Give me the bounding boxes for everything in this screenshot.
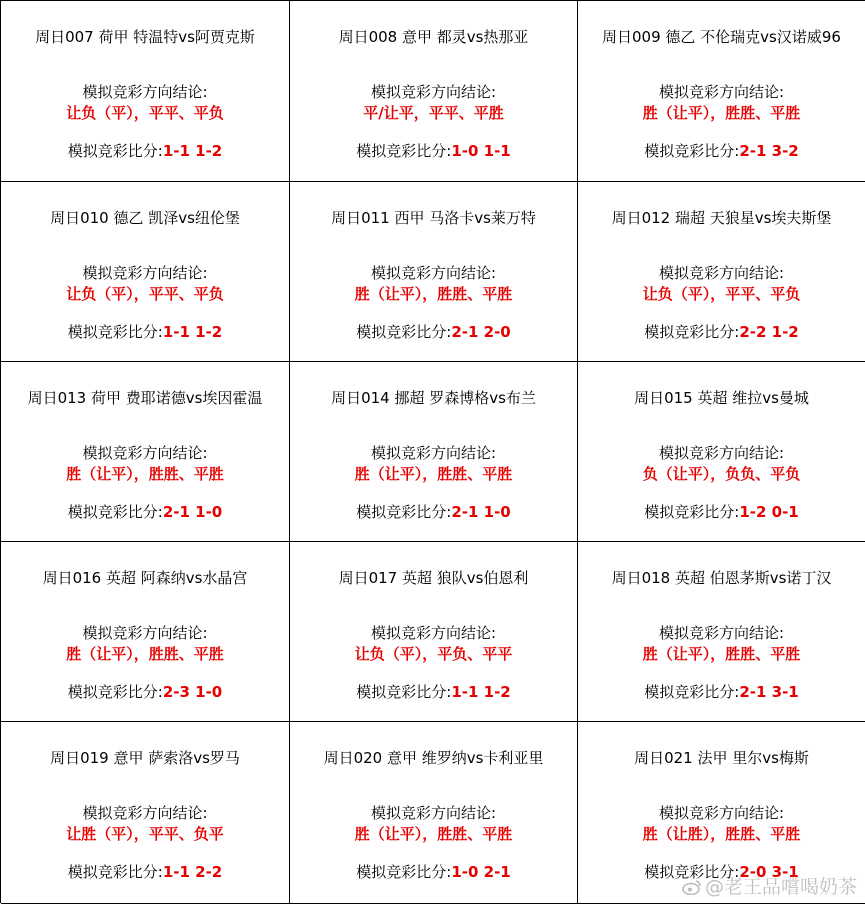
score-label: 模拟竞彩比分:: [644, 863, 740, 881]
score-value: 1-2 0-1: [739, 503, 799, 521]
watermark: [682, 872, 857, 899]
direction-value: 胜（让平），胜胜、平胜: [642, 104, 801, 122]
score-label: 模拟竞彩比分:: [356, 683, 452, 701]
score-value: 1-1 1-2: [162, 323, 223, 341]
score-label: 模拟竞彩比分:: [644, 142, 740, 160]
match-card: [578, 542, 865, 722]
score-label: 模拟竞彩比分:: [67, 863, 163, 881]
direction-label: 模拟竞彩方向结论:: [658, 804, 785, 822]
direction-value: 让负（平），平平、平负: [66, 104, 224, 122]
direction-value: 让负（平），平负、平平: [354, 645, 513, 663]
score-line: [290, 681, 577, 702]
score-label: 模拟竞彩比分:: [356, 863, 452, 881]
direction-value: 胜（让平），胜胜、平胜: [354, 285, 513, 303]
direction-value: 胜（让平），胜胜、平胜: [642, 645, 801, 663]
score-label: 模拟竞彩比分:: [356, 142, 452, 160]
match-card: [290, 542, 578, 722]
direction-value: 胜（让平），胜胜、平胜: [66, 645, 224, 663]
score-line: [290, 321, 577, 342]
score-value: 1-0 1-1: [451, 142, 511, 160]
match-card: [290, 362, 578, 542]
match-card: [578, 1, 865, 182]
score-value: 1-0 2-1: [451, 863, 511, 881]
match-title: 周日019 意甲 萨索洛vs罗马: [50, 749, 240, 767]
score-value: 2-2 1-2: [739, 323, 799, 341]
direction-label: 模拟竞彩方向结论:: [82, 624, 208, 642]
direction-label: 模拟竞彩方向结论:: [658, 264, 785, 282]
match-title: 周日014 挪超 罗森博格vs布兰: [331, 389, 536, 407]
direction-value: 胜（让平），胜胜、平胜: [354, 465, 513, 483]
score-value: 2-1 3-2: [739, 142, 799, 160]
direction-label: 模拟竞彩方向结论:: [370, 264, 497, 282]
direction-value: 胜（让胜），胜胜、平胜: [642, 825, 801, 843]
watermark-text: @老王品嚐喝奶茶: [704, 876, 857, 898]
score-line: [290, 501, 577, 522]
direction-value: 让负（平），平平、平负: [642, 285, 801, 303]
match-title: 周日010 德乙 凯泽vs纽伦堡: [50, 209, 240, 227]
match-title: 周日013 荷甲 费耶诺德vs埃因霍温: [27, 389, 263, 407]
score-label: 模拟竞彩比分:: [67, 323, 163, 341]
match-card: [1, 362, 290, 542]
direction-label: 模拟竞彩方向结论:: [82, 444, 208, 462]
weibo-logo-icon: [682, 878, 702, 894]
score-label: 模拟竞彩比分:: [644, 323, 740, 341]
score-line: [578, 140, 865, 161]
score-line: [290, 140, 577, 161]
direction-label: 模拟竞彩方向结论:: [658, 83, 785, 101]
score-label: 模拟竞彩比分:: [644, 503, 740, 521]
score-line: [1, 681, 289, 702]
match-card: [1, 722, 290, 904]
match-title: 周日009 德乙 不伦瑞克vs汉诺威96: [602, 28, 841, 46]
match-card: [290, 182, 578, 362]
score-value: 2-1 1-0: [451, 503, 511, 521]
score-line: [1, 140, 289, 161]
match-card: [578, 182, 865, 362]
score-value: 2-1 1-0: [162, 503, 223, 521]
score-label: 模拟竞彩比分:: [356, 503, 452, 521]
direction-value: 胜（让平），胜胜、平胜: [66, 465, 224, 483]
score-line: [290, 861, 577, 882]
score-value: 2-1 2-0: [451, 323, 511, 341]
score-line: [1, 501, 289, 522]
match-title: 周日018 英超 伯恩茅斯vs诺丁汉: [611, 569, 832, 587]
direction-label: 模拟竞彩方向结论:: [82, 83, 208, 101]
direction-label: 模拟竞彩方向结论:: [658, 444, 785, 462]
match-card: [1, 542, 290, 722]
direction-value: 胜（让平），胜胜、平胜: [354, 825, 513, 843]
score-line: [578, 501, 865, 522]
direction-label: 模拟竞彩方向结论:: [370, 624, 497, 642]
match-card: [1, 182, 290, 362]
score-label: 模拟竞彩比分:: [644, 683, 740, 701]
score-line: [578, 681, 865, 702]
direction-label: 模拟竞彩方向结论:: [82, 804, 208, 822]
match-title: 周日008 意甲 都灵vs热那亚: [338, 28, 529, 46]
direction-label: 模拟竞彩方向结论:: [370, 804, 497, 822]
direction-value: 让胜（平），平平、负平: [66, 825, 224, 843]
direction-label: 模拟竞彩方向结论:: [370, 83, 497, 101]
score-value: 2-1 3-1: [739, 683, 799, 701]
match-title: 周日021 法甲 里尔vs梅斯: [634, 749, 809, 767]
direction-value: 让负（平），平平、平负: [66, 285, 224, 303]
score-label: 模拟竞彩比分:: [67, 142, 163, 160]
match-card: [1, 1, 290, 182]
score-label: 模拟竞彩比分:: [67, 683, 163, 701]
score-line: [1, 321, 289, 342]
score-label: 模拟竞彩比分:: [356, 323, 452, 341]
match-title: 周日011 西甲 马洛卡vs莱万特: [331, 209, 536, 227]
match-card: [290, 1, 578, 182]
score-value: 1-1 2-2: [162, 863, 223, 881]
direction-value: 负（让平），负负、平负: [642, 465, 801, 483]
score-value: 1-1 1-2: [451, 683, 511, 701]
score-value: 2-0 3-1: [739, 863, 799, 881]
score-value: 1-1 1-2: [162, 142, 223, 160]
match-title: 周日017 英超 狼队vs伯恩利: [338, 569, 529, 587]
score-label: 模拟竞彩比分:: [67, 503, 163, 521]
match-title: 周日020 意甲 维罗纳vs卡利亚里: [323, 749, 544, 767]
score-value: 2-3 1-0: [162, 683, 223, 701]
match-title: 周日016 英超 阿森纳vs水晶宫: [42, 569, 248, 587]
direction-label: 模拟竞彩方向结论:: [658, 624, 785, 642]
match-title: 周日015 英超 维拉vs曼城: [634, 389, 809, 407]
match-card: [290, 722, 578, 904]
match-card: [578, 362, 865, 542]
direction-label: 模拟竞彩方向结论:: [370, 444, 497, 462]
score-line: [1, 861, 289, 882]
match-title: 周日007 荷甲 特温特vs阿贾克斯: [35, 28, 255, 46]
score-line: [578, 321, 865, 342]
direction-label: 模拟竞彩方向结论:: [82, 264, 208, 282]
match-title: 周日012 瑞超 天狼星vs埃夫斯堡: [611, 209, 832, 227]
direction-value: 平/让平，平平、平胜: [363, 104, 504, 122]
